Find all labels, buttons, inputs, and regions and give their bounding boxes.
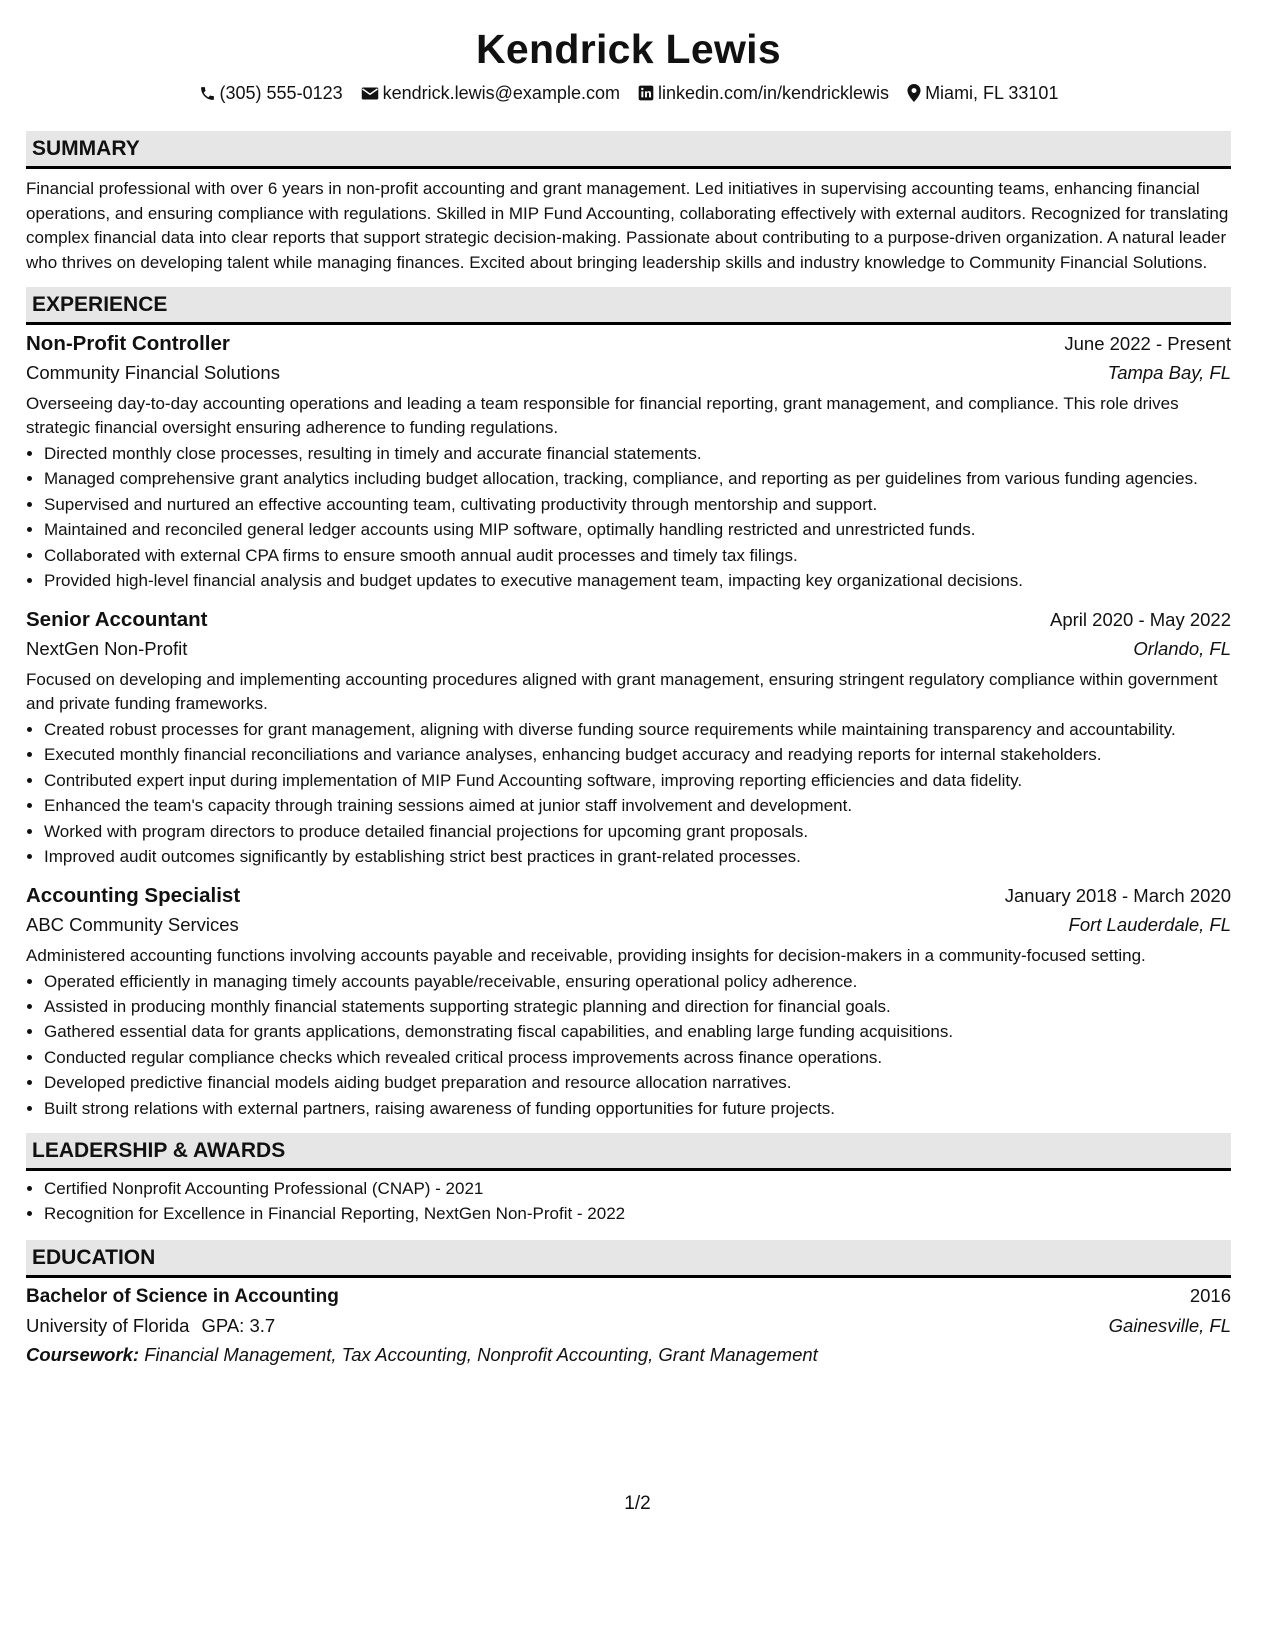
- list-item: • Maintained and reconciled general ledger accounts using MIP software, optimally handling restricted and unrestricted funds.: [44, 518, 1231, 542]
- list-item: • Improved audit outcomes significantly by establishing strict best practices in grant-related processes.: [44, 845, 1231, 869]
- job-bullets: [26, 970, 1231, 1121]
- list-item: • Supervised and nurtured an effective accounting team, cultivating productivity through mentorship and support.: [44, 493, 1231, 517]
- contact-linkedin[interactable]: [638, 82, 889, 104]
- job-location: Tampa Bay, FL: [1107, 362, 1231, 383]
- job-description: Overseeing day-to-day accounting operations and leading a team responsible for financial reporting, grant management, and compliance. This role drives strategic financial oversight ensuring adherence to funding regulations.: [26, 394, 1179, 437]
- envelope-icon: [361, 86, 379, 101]
- job-title: Accounting Specialist: [26, 883, 241, 907]
- job-bullets: [26, 718, 1231, 869]
- job-company: ABC Community Services: [26, 913, 239, 935]
- job-entry: [26, 877, 1231, 1121]
- section-heading-experience: EXPERIENCE: [26, 287, 1231, 325]
- job-bullets: [26, 442, 1231, 593]
- job-dates: January 2018 - March 2020: [1004, 884, 1231, 906]
- email-link[interactable]: kendrick.lewis@example.com: [382, 83, 620, 103]
- job-dates: April 2020 - May 2022: [1050, 608, 1231, 630]
- list-item: • Assisted in producing monthly financial statements supporting strategic planning and direction for financial goals.: [44, 995, 1231, 1019]
- linkedin-link[interactable]: linkedin.com/in/kendricklewis: [657, 83, 890, 103]
- school-name: University of Florida: [26, 1315, 190, 1336]
- job-entry: [26, 325, 1231, 593]
- list-item: • Operated efficiently in managing timely accounts payable/receivable, ensuring operational policy adherence.: [44, 970, 1231, 994]
- contact-phone: [199, 82, 343, 104]
- section-heading-education: EDUCATION: [26, 1240, 1231, 1278]
- job-title: Senior Accountant: [26, 607, 208, 631]
- list-item: • Conducted regular compliance checks which revealed critical process improvements across finance operations.: [44, 1046, 1231, 1070]
- job-entry: [26, 601, 1231, 869]
- job-description: Administered accounting functions involving accounts payable and receivable, providing insights for decision-makers in a community-focused setting.: [26, 945, 1146, 965]
- list-item: • Collaborated with external CPA firms to ensure smooth annual audit processes and timely tax filings.: [44, 544, 1231, 568]
- candidate-name: Kendrick Lewis: [476, 26, 781, 72]
- phone-text: (305) 555-0123: [219, 83, 343, 103]
- list-item: • Managed comprehensive grant analytics including budget allocation, tracking, compliance, and reporting as per guidelines from various funding agencies.: [44, 467, 1231, 491]
- section-heading-summary: SUMMARY: [26, 131, 1231, 169]
- list-item: • Certified Nonprofit Accounting Professional (CNAP) - 2021: [44, 1177, 1231, 1201]
- list-item: • Contributed expert input during implementation of MIP Fund Accounting software, improving reporting efficiencies and data fidelity.: [44, 769, 1231, 793]
- phone-icon: [199, 85, 216, 102]
- section-heading-leadership: LEADERSHIP & AWARDS: [26, 1133, 1231, 1171]
- location-text: Miami, FL 33101: [925, 83, 1059, 103]
- job-description: Focused on developing and implementing accounting procedures aligned with grant management, ensuring stringent regulatory compliance within government and private funding frameworks.: [26, 669, 1218, 713]
- job-location: Orlando, FL: [1133, 637, 1231, 659]
- job-title: Non-Profit Controller: [26, 332, 230, 355]
- contact-location: [907, 82, 1058, 104]
- job-dates: June 2022 - Present: [1064, 333, 1231, 354]
- list-item: • Directed monthly close processes, resulting in timely and accurate financial statements.: [44, 442, 1231, 466]
- map-marker-icon: [907, 84, 921, 102]
- list-item: • Worked with program directors to produce detailed financial projections for upcoming grant proposals.: [44, 820, 1231, 844]
- list-item: • Created robust processes for grant management, aligning with diverse funding source requirements while maintaining transparency and accountability.: [44, 718, 1231, 742]
- leadership-list: [26, 1177, 1231, 1226]
- list-item: • Provided high-level financial analysis and budget updates to executive management team, impacting key organizational decisions.: [44, 569, 1231, 593]
- contact-email[interactable]: [361, 82, 620, 104]
- list-item: • Enhanced the team's capacity through training sessions aimed at junior staff involvement and development.: [44, 794, 1231, 818]
- gpa: GPA: 3.7: [201, 1315, 276, 1336]
- linkedin-icon: [638, 85, 654, 101]
- job-location: Fort Lauderdale, FL: [1068, 913, 1231, 935]
- school-location: Gainesville, FL: [1108, 1315, 1231, 1336]
- list-item: • Built strong relations with external partners, raising awareness of funding opportunities for future projects.: [44, 1097, 1231, 1121]
- list-item: • Recognition for Excellence in Financial Reporting, NextGen Non-Profit - 2022: [44, 1202, 1231, 1226]
- job-company: Community Financial Solutions: [26, 362, 280, 383]
- job-company: NextGen Non-Profit: [26, 637, 188, 659]
- page-number: 1/2: [624, 1493, 651, 1514]
- list-item: • Executed monthly financial reconciliations and variance analyses, enhancing budget accuracy and readying reports for internal stakeholders.: [44, 743, 1231, 767]
- list-item: • Gathered essential data for grants applications, demonstrating fiscal capabilities, and enabling large funding acquisitions.: [44, 1020, 1231, 1044]
- coursework-label: Coursework:: [26, 1344, 140, 1365]
- graduation-year: 2016: [1189, 1285, 1231, 1306]
- degree-title: Bachelor of Science in Accounting: [26, 1286, 339, 1307]
- summary-text: Financial professional with over 6 years in non-profit accounting and grant management. Led initiatives in supervising accounting teams, enhancing financial operations, and ensuring compliance with regulations. Skilled in MIP Fund Accounting, collaborating effectively with external auditors. Recognized for translating complex financial data into clear reports that support strategic decision-making. Passionate about contributing to a purpose-driven organization. A natural leader who thrives on developing talent while managing finances. Excited about bringing leadership skills and industry knowledge to Community Financial Solutions.: [26, 179, 1229, 272]
- coursework: [26, 1342, 1231, 1368]
- list-item: • Developed predictive financial models aiding budget preparation and resource allocation narratives.: [44, 1071, 1231, 1095]
- contact-bar: [26, 82, 1231, 104]
- coursework-list: Financial Management, Tax Accounting, Nonprofit Accounting, Grant Management: [144, 1344, 818, 1365]
